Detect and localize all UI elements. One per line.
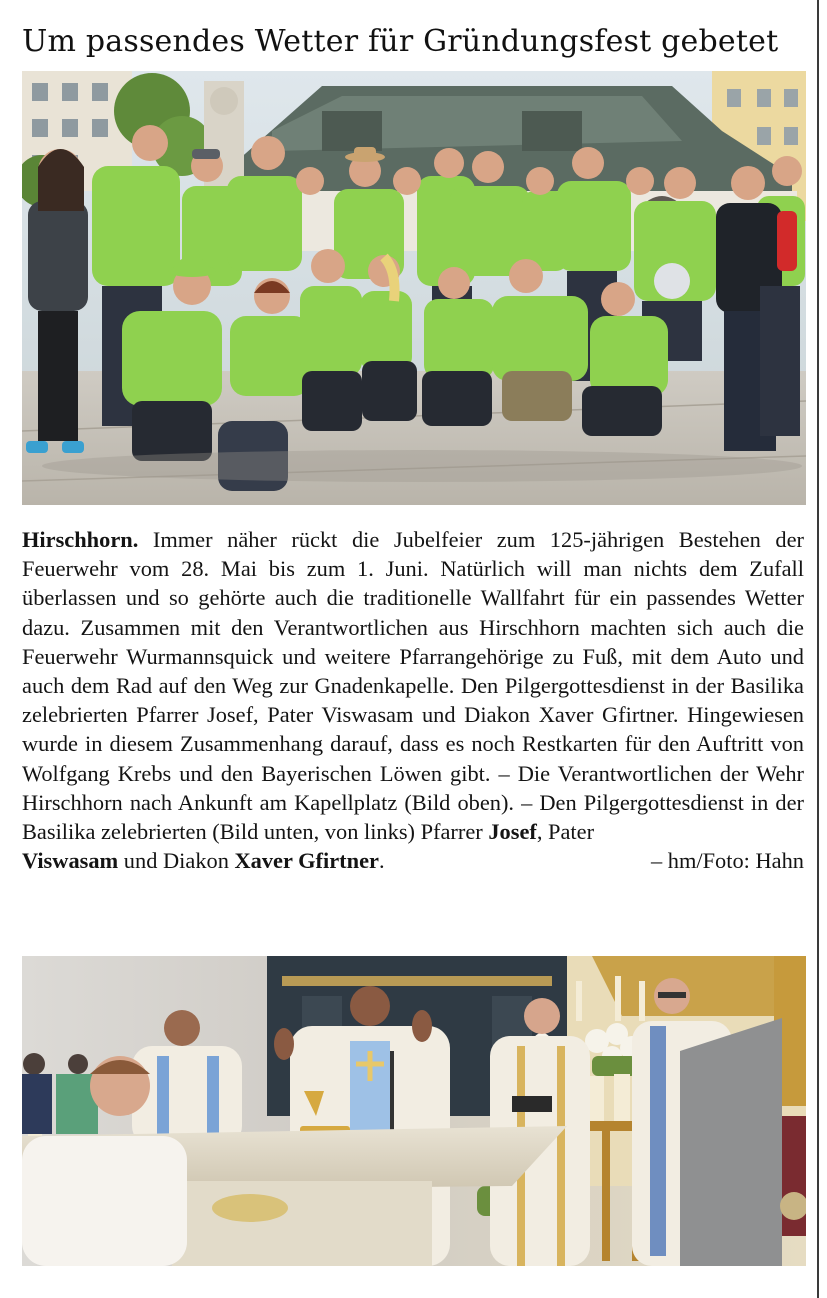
photo-basilica-service bbox=[22, 956, 806, 1266]
end-punctuation: . bbox=[378, 848, 385, 874]
final-names bbox=[22, 846, 385, 875]
body-separator: , Pater bbox=[536, 819, 595, 845]
dateline: Hirschhorn. bbox=[22, 527, 139, 552]
photo-group-pilgrims bbox=[22, 71, 806, 505]
article-body bbox=[22, 525, 804, 875]
column-rule bbox=[817, 0, 819, 1298]
name-josef: Josef bbox=[488, 819, 537, 845]
last-line bbox=[22, 846, 804, 875]
headline: Um passendes Wetter für Gründungsfest gebetet bbox=[22, 24, 779, 59]
body-separator-2: und Diakon bbox=[118, 848, 235, 874]
basilica-photo-illustration bbox=[22, 956, 806, 1266]
name-gfirtner: Xaver Gfirtner bbox=[234, 848, 379, 874]
photo-credit: – hm/Foto: Hahn bbox=[650, 848, 804, 874]
name-viswasam: Viswasam bbox=[22, 848, 119, 874]
group-photo-illustration bbox=[22, 71, 806, 505]
body-main-text: Immer näher rückt die Jubelfeier zum 125-jährigen Bestehen der Feuerwehr vom 28. Mai bis zum 1. Juni. Natürlich will man nichts dem Zufall überlassen und so gehörte auch die traditionelle Wallfahrt für ein passendes Wetter dazu. Zusammen mit den Verantwortlichen aus Hirschhorn machten sich auch die Feuerwehr Wurmannsquick und weitere Pfarrangehörige zu Fuß, mit dem Auto und auch dem Rad auf den Weg zur Gnadenkapelle. Den Pilgergottesdienst in der Basilika zelebrierten Pfarrer Josef, Pater Viswasam und Diakon Xaver Gfirtner. Hingewiesen wurde in diesem Zusammenhang darauf, dass es noch Restkarten für den Auftritt von Wolfgang Krebs und den Bayerischen Löwen gibt. – Die Verantwortlichen der Wehr Hirschhorn nach Ankunft am Kapellplatz (Bild oben). – Den Pilgergottesdienst in der Basilika zelebrierten (Bild unten, von links) Pfarrer bbox=[22, 527, 804, 845]
